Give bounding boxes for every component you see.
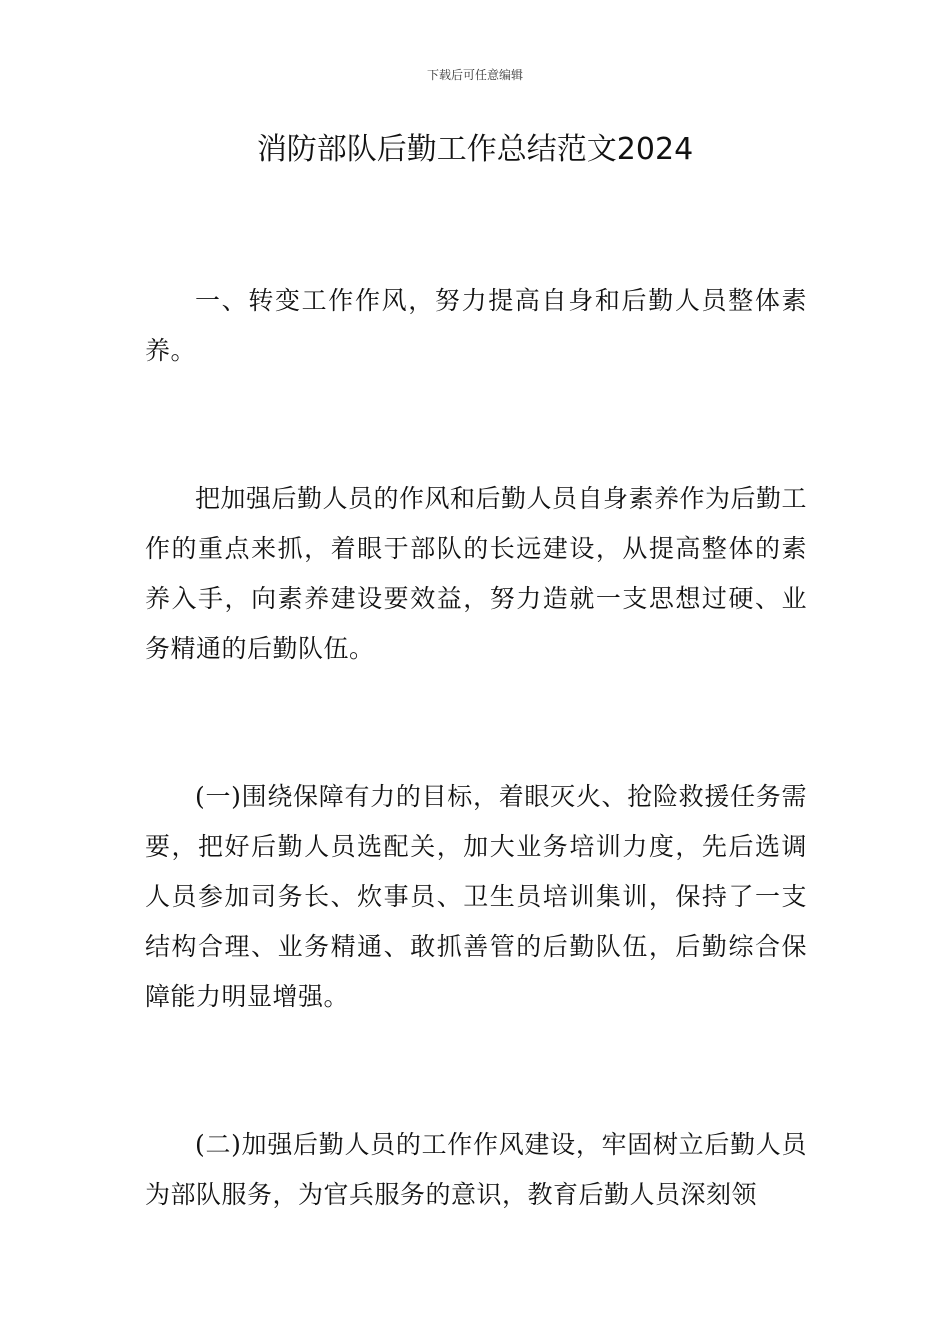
paragraph-item-two: (二)加强后勤人员的工作作风建设，牢固树立后勤人员为部队服务，为官兵服务的意识，教育后勤人员深刻领 [145,1130,807,1209]
paragraph-body: 把加强后勤人员的作风和后勤人员自身素养作为后勤工作的重点来抓，着眼于部队的长远建设，从提高整体的素养入手，向素养建设要效益，努力造就一支思想过硬、业务精通的后勤队伍。 [145,484,808,663]
header-note: 下载后可任意编辑 [426,68,523,82]
paragraph-section-heading: 一、转变工作作风，努力提高自身和后勤人员整体素养。 [145,286,807,365]
paragraph-item-one: (一)围绕保障有力的目标，着眼灭火、抢险救援任务需要，把好后勤人员选配关，加大业务培训力度，先后选调人员参加司务长、炊事员、卫生员培训集训，保持了一支结构合理、业务精通、敢抓善管的后勤队伍，后勤综合保障能力明显增强。 [145,782,807,1011]
document-title: 消防部队后勤工作总结范文2024 [256,132,694,167]
